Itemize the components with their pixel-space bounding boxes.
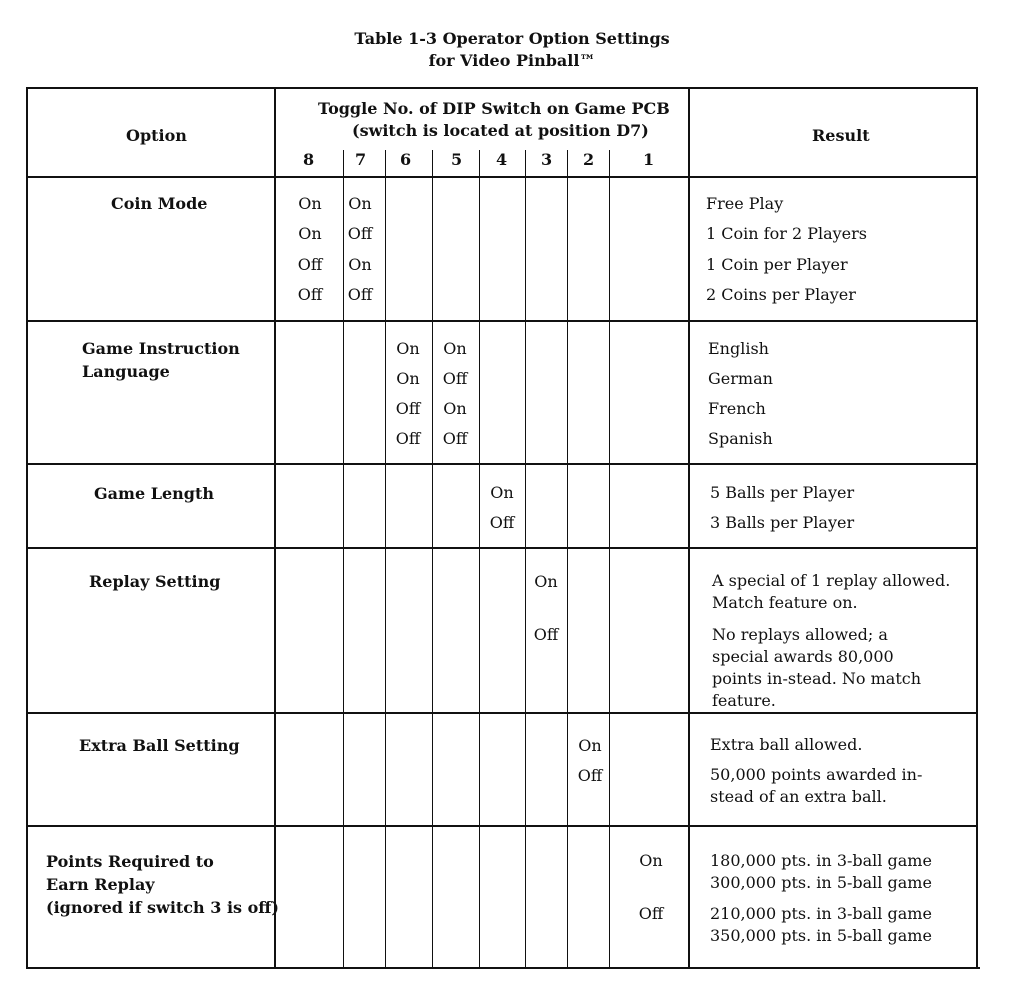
option-line: (ignored if switch 3 is off) bbox=[46, 898, 279, 917]
result-text: Extra ball allowed. bbox=[710, 735, 863, 754]
switch-number-1: 1 bbox=[643, 150, 655, 169]
result-text: Spanish bbox=[708, 429, 773, 448]
switch-number-8: 8 bbox=[303, 150, 315, 169]
column-divider bbox=[688, 87, 690, 969]
setting-cell: Off bbox=[395, 429, 421, 448]
switch-number-4: 4 bbox=[496, 150, 508, 169]
result-header: Result bbox=[812, 126, 870, 145]
setting-cell: Off bbox=[638, 904, 664, 923]
switch-column-divider bbox=[479, 150, 480, 969]
result-text: 50,000 points awarded in-stead of an extra ball. bbox=[710, 765, 923, 806]
result-text: 2 Coins per Player bbox=[706, 285, 856, 304]
setting-cell: On bbox=[443, 399, 467, 418]
setting-cell: On bbox=[578, 736, 602, 755]
result-text: English bbox=[708, 339, 769, 358]
setting-cell: On bbox=[396, 339, 420, 358]
switch-number-6: 6 bbox=[400, 150, 412, 169]
table-title: Table 1-3 Operator Option Settings bbox=[354, 29, 670, 48]
table-right-border bbox=[976, 87, 978, 969]
row-divider bbox=[26, 547, 978, 549]
setting-cell: Off bbox=[489, 513, 515, 532]
setting-cell: Off bbox=[442, 429, 468, 448]
setting-cell: Off bbox=[395, 399, 421, 418]
toggle-header-line1: Toggle No. of DIP Switch on Game PCB bbox=[318, 99, 670, 118]
switch-number-7: 7 bbox=[355, 150, 367, 169]
result-text: 1 Coin for 2 Players bbox=[706, 224, 867, 243]
setting-cell: On bbox=[639, 851, 663, 870]
result-text: 1 Coin per Player bbox=[706, 255, 848, 274]
option-header: Option bbox=[126, 126, 187, 145]
setting-cell: Off bbox=[347, 224, 373, 243]
setting-cell: Off bbox=[577, 766, 603, 785]
column-divider bbox=[274, 87, 276, 969]
result-text: A special of 1 replay allowed. Match feature on. bbox=[712, 571, 951, 612]
switch-number-3: 3 bbox=[541, 150, 553, 169]
result-text: Free Play bbox=[706, 194, 784, 213]
setting-cell: On bbox=[490, 483, 514, 502]
setting-cell: Off bbox=[533, 625, 559, 644]
result-text: 5 Balls per Player bbox=[710, 483, 855, 502]
setting-cell: On bbox=[534, 572, 558, 591]
option-replay-setting: Replay Setting bbox=[89, 572, 221, 591]
result-text: French bbox=[708, 399, 766, 418]
setting-cell: On bbox=[396, 369, 420, 388]
setting-cell: On bbox=[348, 255, 372, 274]
setting-cell: On bbox=[348, 194, 372, 213]
setting-cell: On bbox=[298, 224, 322, 243]
option-line: Game Instruction bbox=[82, 339, 240, 358]
toggle-header-line2: (switch is located at position D7) bbox=[352, 121, 649, 140]
option-points-required bbox=[46, 850, 279, 919]
option-game-length: Game Length bbox=[94, 484, 214, 503]
switch-column-divider bbox=[432, 150, 433, 969]
option-game-instruction-language bbox=[82, 337, 240, 383]
switch-column-divider bbox=[385, 150, 386, 969]
result-text: 3 Balls per Player bbox=[710, 513, 855, 532]
switch-column-divider bbox=[567, 150, 568, 969]
setting-cell: Off bbox=[297, 285, 323, 304]
setting-cell: On bbox=[298, 194, 322, 213]
option-line: Language bbox=[82, 362, 170, 381]
option-line: Points Required to bbox=[46, 852, 214, 871]
setting-cell: Off bbox=[297, 255, 323, 274]
row-divider bbox=[26, 176, 978, 178]
option-extra-ball-setting: Extra Ball Setting bbox=[79, 736, 240, 755]
setting-cell: Off bbox=[347, 285, 373, 304]
result-text: No replays allowed; a special awards 80,000 points in-stead. No match feature. bbox=[712, 625, 922, 710]
result-text: 210,000 pts. in 3-ball game 350,000 pts. in 5-ball game bbox=[710, 904, 932, 945]
option-line: Earn Replay bbox=[46, 875, 155, 894]
switch-number-5: 5 bbox=[451, 150, 463, 169]
table-left-border bbox=[26, 87, 28, 969]
row-divider bbox=[26, 320, 978, 322]
row-divider bbox=[26, 825, 978, 827]
option-coin-mode: Coin Mode bbox=[111, 194, 208, 213]
table-bottom-border bbox=[28, 967, 980, 969]
row-divider bbox=[26, 712, 978, 714]
table-subtitle: for Video Pinball™ bbox=[428, 51, 596, 70]
switch-column-divider bbox=[525, 150, 526, 969]
switch-number-2: 2 bbox=[583, 150, 595, 169]
result-text: German bbox=[708, 369, 773, 388]
result-text: 180,000 pts. in 3-ball game 300,000 pts. in 5-ball game bbox=[710, 851, 932, 892]
row-divider bbox=[26, 463, 978, 465]
setting-cell: Off bbox=[442, 369, 468, 388]
setting-cell: On bbox=[443, 339, 467, 358]
table-top-border bbox=[26, 87, 978, 89]
switch-column-divider bbox=[609, 150, 610, 969]
